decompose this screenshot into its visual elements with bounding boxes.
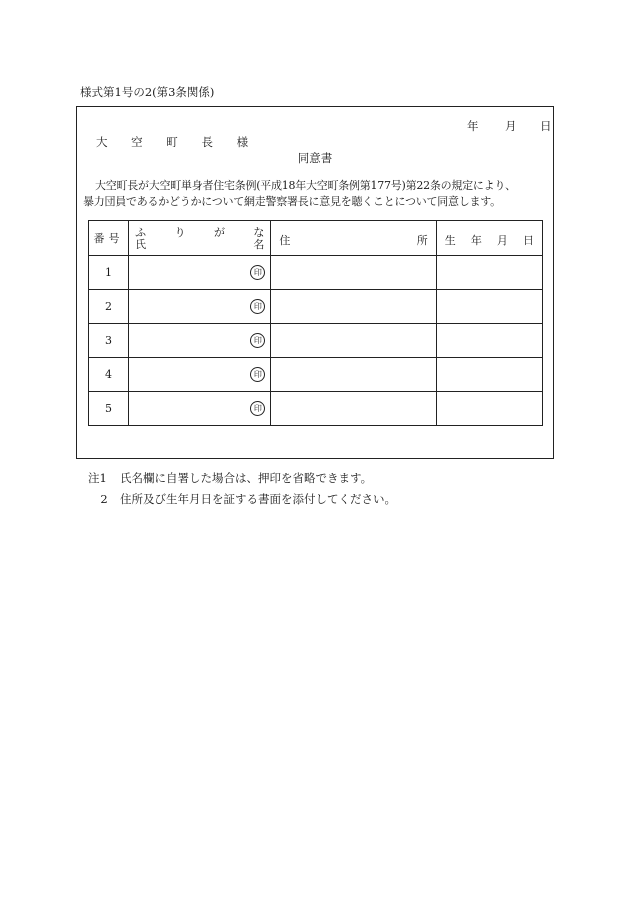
header-number: 番号 (89, 221, 129, 256)
furigana-char: ふ (135, 226, 147, 239)
date-year: 年 (467, 119, 479, 133)
row-number: 5 (89, 392, 129, 426)
address-cell[interactable] (271, 324, 436, 358)
furigana-char: が (213, 226, 225, 239)
date-month: 月 (505, 119, 517, 133)
consent-text-line-2: 暴力団員であるかどうかについて網走警察署長に意見を聴くことについて同意します。 (83, 195, 501, 208)
table-row (89, 290, 543, 324)
notes (88, 468, 396, 510)
dob-char: 月 (496, 234, 508, 247)
date-day: 日 (540, 119, 552, 133)
consent-text (83, 178, 549, 210)
seal-mark: 印 (250, 333, 265, 348)
dob-char: 年 (470, 234, 482, 247)
note-text: 住所及び生年月日を証する書面を添付してください。 (120, 492, 396, 506)
dob-cell[interactable] (436, 358, 542, 392)
address-cell[interactable] (271, 256, 436, 290)
table-row (89, 358, 543, 392)
header-address (271, 221, 436, 256)
header-name (129, 221, 271, 256)
note-item (88, 468, 396, 489)
dob-cell[interactable] (436, 392, 542, 426)
header-shimei (135, 236, 264, 252)
row-number: 4 (89, 358, 129, 392)
row-number: 2 (89, 290, 129, 324)
dob-cell[interactable] (436, 256, 542, 290)
table-header-row (89, 221, 543, 256)
dob-char: 生 (444, 234, 456, 247)
name-char: 名 (253, 238, 265, 251)
address-cell[interactable] (271, 290, 436, 324)
recipient: 大 空 町 長 様 (96, 135, 259, 149)
row-number: 1 (89, 256, 129, 290)
seal-mark: 印 (250, 265, 265, 280)
form-label: 様式第1号の2(第3条関係) (80, 85, 215, 99)
consent-text-line-1: 大空町長が大空町単身者住宅条例(平成18年大空町条例第177号)第22条の規定により、 (95, 179, 516, 192)
seal-mark: 印 (250, 299, 265, 314)
dob-cell[interactable] (436, 290, 542, 324)
name-cell[interactable] (129, 324, 271, 358)
name-cell[interactable] (129, 358, 271, 392)
address-char: 住 (279, 234, 291, 247)
name-cell[interactable] (129, 392, 271, 426)
seal-mark: 印 (250, 367, 265, 382)
note-mark: 注1 (88, 471, 107, 485)
address-cell[interactable] (271, 392, 436, 426)
address-cell[interactable] (271, 358, 436, 392)
name-char: 氏 (135, 238, 147, 251)
furigana-char: り (174, 226, 186, 239)
note-item (88, 489, 396, 510)
table-row (89, 392, 543, 426)
table-row (89, 256, 543, 290)
furigana-char: な (253, 226, 265, 239)
consent-table (88, 220, 543, 426)
address-char: 所 (416, 234, 428, 247)
header-dob (436, 221, 542, 256)
seal-mark: 印 (250, 401, 265, 416)
name-cell[interactable] (129, 290, 271, 324)
name-cell[interactable] (129, 256, 271, 290)
note-text: 氏名欄に自署した場合は、押印を省略できます。 (120, 471, 373, 485)
table-row (89, 324, 543, 358)
dob-char: 日 (522, 234, 534, 247)
note-mark: 2 (100, 492, 108, 506)
row-number: 3 (89, 324, 129, 358)
dob-cell[interactable] (436, 324, 542, 358)
document-title: 同意書 (297, 151, 333, 165)
